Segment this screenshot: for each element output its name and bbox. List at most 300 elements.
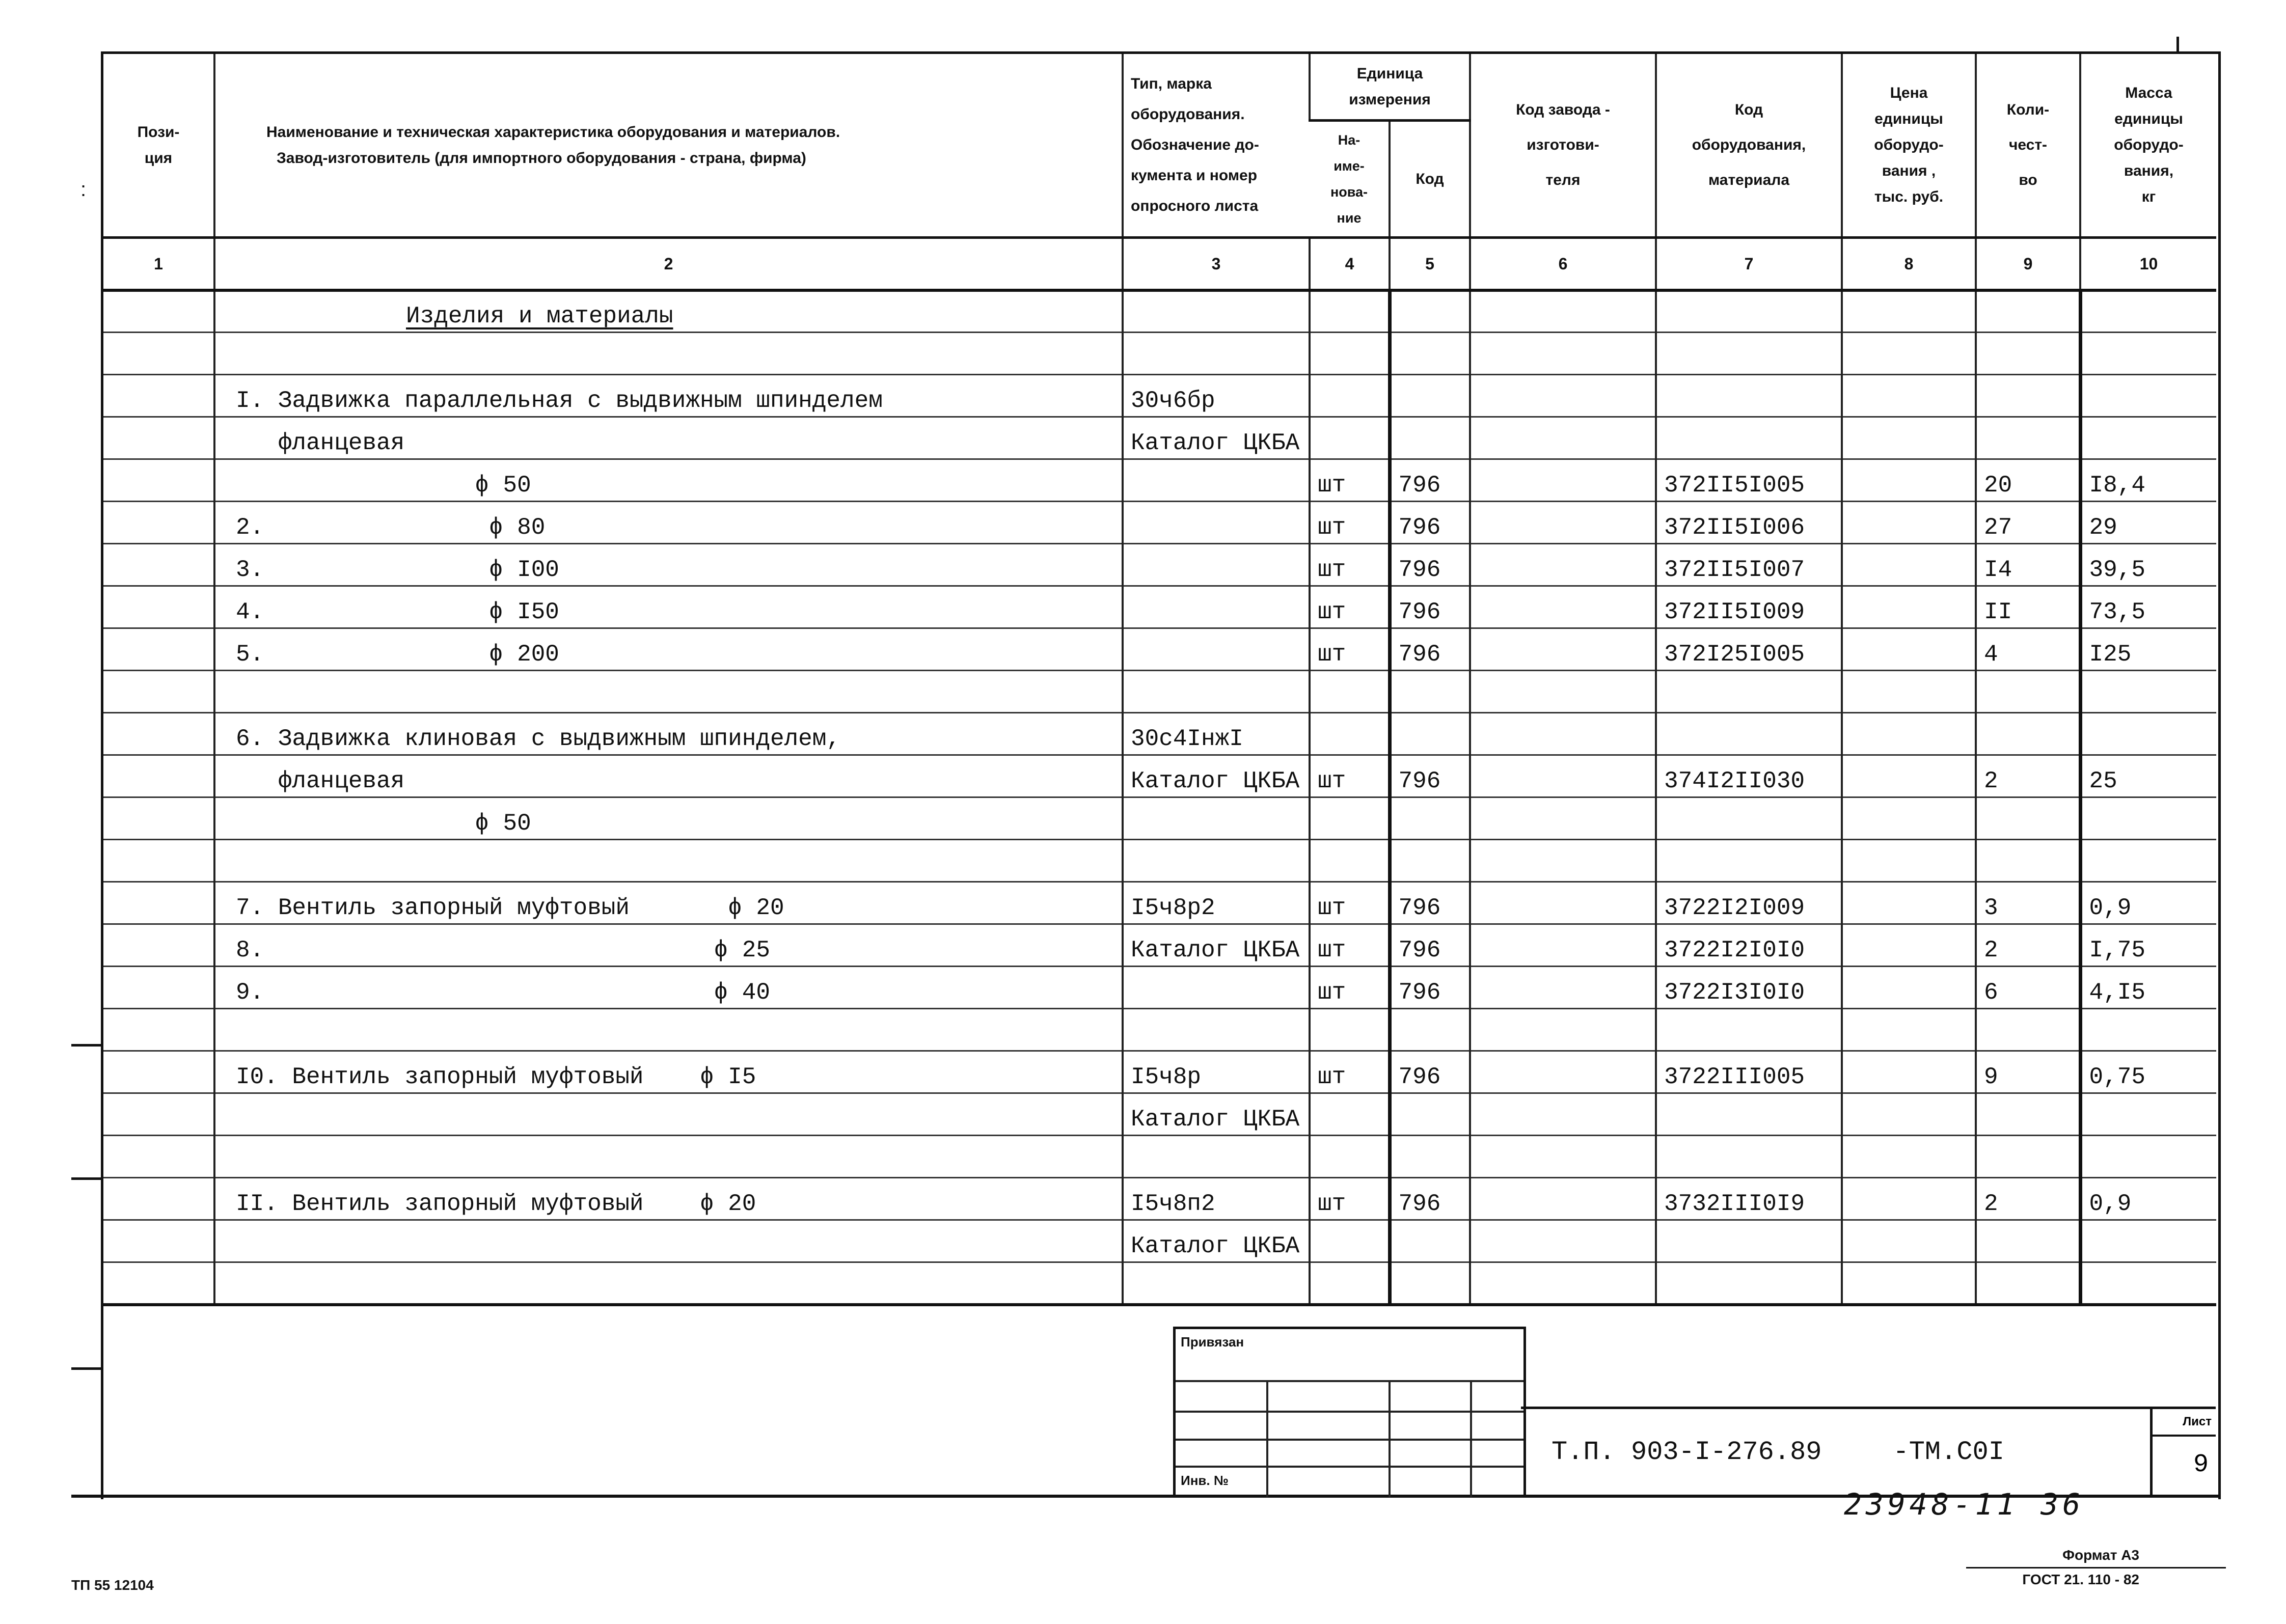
column-number: 5 (1390, 237, 1470, 290)
cell-factory-code (1470, 967, 1656, 1009)
cell-unit-name: шт (1310, 502, 1390, 544)
cell-name: 4. ɸ I50 (214, 586, 1123, 628)
cell-type: I5ч8р (1123, 1051, 1310, 1093)
cell-position (103, 797, 214, 840)
cell-type (1123, 628, 1310, 671)
cell-type: Каталог ЦКБА (1123, 755, 1310, 797)
cell-factory-code (1470, 375, 1656, 417)
cell-quantity: 20 (1976, 459, 2080, 502)
cell-mass (2080, 333, 2216, 375)
cell-factory-code (1470, 1220, 1656, 1262)
approval-stamp (1173, 1327, 1526, 1497)
cell-name: I0. Вентиль запорный муфтовый ɸ I5 (214, 1051, 1123, 1093)
cell-factory-code (1470, 755, 1656, 797)
cell-unit-name (1310, 375, 1390, 417)
cell-factory-code (1470, 1009, 1656, 1051)
cell-mass: 25 (2080, 755, 2216, 797)
column-number: 9 (1976, 237, 2080, 290)
cell-type (1123, 840, 1310, 882)
handwritten-number: 23948-11 36 (1844, 1487, 2085, 1522)
cell-price (1842, 1178, 1976, 1220)
cell-unit-name: шт (1310, 628, 1390, 671)
cell-position (103, 924, 214, 967)
cell-type: Каталог ЦКБА (1123, 924, 1310, 967)
header-price: Цена единицы оборудо- вания , тыс. руб. (1842, 54, 1976, 237)
cell-unit-code (1390, 417, 1470, 459)
cell-factory-code (1470, 840, 1656, 882)
cell-name (214, 840, 1123, 882)
table-row (103, 1262, 2216, 1305)
cell-price (1842, 333, 1976, 375)
cell-equipment-code: 372II5I005 (1656, 459, 1842, 502)
cell-position (103, 1262, 214, 1305)
cell-type (1123, 1262, 1310, 1305)
cell-price (1842, 882, 1976, 924)
column-number: 2 (214, 237, 1123, 290)
header-unit-name: На- име- нова- ние (1310, 120, 1390, 237)
cell-quantity (1976, 713, 2080, 755)
cell-position (103, 417, 214, 459)
cell-quantity (1976, 671, 2080, 713)
sheet-label: Лист (2153, 1409, 2216, 1437)
cell-mass (2080, 713, 2216, 755)
cell-quantity: 9 (1976, 1051, 2080, 1093)
cell-unit-code: 796 (1390, 544, 1470, 586)
table-row (103, 544, 2216, 586)
margin-tick (71, 1044, 102, 1047)
cell-price (1842, 713, 1976, 755)
cell-unit-code (1390, 713, 1470, 755)
cell-unit-code: 796 (1390, 882, 1470, 924)
cell-type (1123, 797, 1310, 840)
cell-unit-name (1310, 1136, 1390, 1178)
cell-position (103, 1009, 214, 1051)
column-numbers (103, 237, 2216, 290)
cell-unit-name (1310, 417, 1390, 459)
cell-price (1842, 586, 1976, 628)
document-number: Т.П. 903-I-276.89 (1552, 1437, 1822, 1467)
cell-quantity (1976, 333, 2080, 375)
cell-position (103, 333, 214, 375)
cell-unit-name (1310, 1262, 1390, 1305)
cell-factory-code (1470, 586, 1656, 628)
cell-factory-code (1470, 882, 1656, 924)
cell-unit-code (1390, 1009, 1470, 1051)
table-row (103, 713, 2216, 755)
cell-equipment-code: 372II5I007 (1656, 544, 1842, 586)
cell-price (1842, 1093, 1976, 1136)
cell-unit-name: шт (1310, 544, 1390, 586)
cell-factory-code (1470, 1093, 1656, 1136)
cell-factory-code (1470, 1051, 1656, 1093)
cell-quantity: 3 (1976, 882, 2080, 924)
cell-equipment-code: 374I2II030 (1656, 755, 1842, 797)
cell-unit-code: 796 (1390, 755, 1470, 797)
cell-mass: 0,9 (2080, 1178, 2216, 1220)
cell-price (1842, 755, 1976, 797)
cell-price (1842, 797, 1976, 840)
cell-unit-code: 796 (1390, 586, 1470, 628)
specification-table (103, 54, 2216, 1306)
cell-type (1123, 671, 1310, 713)
cell-position (103, 586, 214, 628)
cell-price (1842, 1136, 1976, 1178)
format-label: Формат А3 (2062, 1547, 2139, 1563)
cell-factory-code (1470, 502, 1656, 544)
cell-type (1123, 333, 1310, 375)
table-row (103, 671, 2216, 713)
cell-equipment-code (1656, 1093, 1842, 1136)
cell-position (103, 375, 214, 417)
cell-position (103, 1051, 214, 1093)
cell-type: Каталог ЦКБА (1123, 1093, 1310, 1136)
cell-factory-code (1470, 1136, 1656, 1178)
cell-price (1842, 502, 1976, 544)
column-number: 10 (2080, 237, 2216, 290)
table-row (103, 417, 2216, 459)
cell-price (1842, 628, 1976, 671)
cell-name (214, 671, 1123, 713)
cell-unit-name (1310, 333, 1390, 375)
cell-unit-code: 796 (1390, 1051, 1470, 1093)
column-number: 3 (1123, 237, 1310, 290)
cell-quantity (1976, 417, 2080, 459)
cell-equipment-code (1656, 1262, 1842, 1305)
title-block (1521, 1407, 2216, 1497)
cell-name: 8. ɸ 25 (214, 924, 1123, 967)
document-suffix: -ТМ.С0I (1893, 1437, 2004, 1467)
header-unit-group: Единица измерения (1310, 54, 1470, 120)
cell-name: 9. ɸ 40 (214, 967, 1123, 1009)
cell-unit-name: шт (1310, 755, 1390, 797)
cell-price (1842, 1220, 1976, 1262)
cell-quantity (1976, 375, 2080, 417)
table-row (103, 333, 2216, 375)
cell-name: 6. Задвижка клиновая с выдвижным шпинделем, (214, 713, 1123, 755)
table-row (103, 1136, 2216, 1178)
table-body (103, 290, 2216, 1305)
cell-type: 30с4IнжI (1123, 713, 1310, 755)
cell-name (214, 1220, 1123, 1262)
stamp-divider (1266, 1380, 1268, 1497)
cell-factory-code (1470, 713, 1656, 755)
cell-equipment-code: 3722I2I009 (1656, 882, 1842, 924)
cell-quantity: II (1976, 586, 2080, 628)
cell-unit-code (1390, 1262, 1470, 1305)
cell-unit-code (1390, 1093, 1470, 1136)
cell-name: фланцевая (214, 417, 1123, 459)
cell-type: Каталог ЦКБА (1123, 1220, 1310, 1262)
table-row (103, 1178, 2216, 1220)
cell-name: 5. ɸ 200 (214, 628, 1123, 671)
cell-position (103, 967, 214, 1009)
cell-mass: 0,9 (2080, 882, 2216, 924)
table-row (103, 1051, 2216, 1093)
section-title-row (103, 290, 2216, 333)
column-number: 1 (103, 237, 214, 290)
cell-type (1123, 502, 1310, 544)
footer-left-code: ТП 55 12104 (71, 1577, 154, 1593)
cell-name: II. Вентиль запорный муфтовый ɸ 20 (214, 1178, 1123, 1220)
cell-unit-code (1390, 797, 1470, 840)
cell-price (1842, 1262, 1976, 1305)
cell-unit-code (1390, 840, 1470, 882)
cell-mass: 0,75 (2080, 1051, 2216, 1093)
cell-mass (2080, 375, 2216, 417)
cell-equipment-code (1656, 840, 1842, 882)
margin-tick (71, 1177, 102, 1180)
cell-unit-name: шт (1310, 967, 1390, 1009)
section-title: Изделия и материалы (406, 303, 673, 329)
header-name-line2: Завод-изготовитель (для импортного оборудования - страна, фирма) (277, 149, 806, 167)
cell-price (1842, 924, 1976, 967)
cell-quantity (1976, 1136, 2080, 1178)
header-name-line1: Наименование и техническая характеристика оборудования и материалов. (266, 123, 840, 141)
header-quantity: Коли- чест- во (1976, 54, 2080, 237)
cell-factory-code (1470, 797, 1656, 840)
cell-name: фланцевая (214, 755, 1123, 797)
cell-price (1842, 375, 1976, 417)
cell-equipment-code (1656, 671, 1842, 713)
header-mass: Масса единицы оборудо- вания, кг (2080, 54, 2216, 237)
cell-mass (2080, 1093, 2216, 1136)
cell-mass (2080, 671, 2216, 713)
cell-quantity (1976, 1262, 2080, 1305)
cell-position (103, 544, 214, 586)
cell-type (1123, 459, 1310, 502)
cell-equipment-code: 372II5I006 (1656, 502, 1842, 544)
cell-quantity (1976, 1009, 2080, 1051)
cell-quantity: 2 (1976, 755, 2080, 797)
cell-position (103, 628, 214, 671)
cell-name: 3. ɸ I00 (214, 544, 1123, 586)
cell-equipment-code: 372II5I009 (1656, 586, 1842, 628)
cell-unit-code (1390, 671, 1470, 713)
cell-equipment-code (1656, 1220, 1842, 1262)
cell-equipment-code: 3722I3I0I0 (1656, 967, 1842, 1009)
cell-quantity (1976, 1220, 2080, 1262)
table-row (103, 1009, 2216, 1051)
sheet-number: 9 (2193, 1450, 2209, 1479)
cell-type (1123, 1009, 1310, 1051)
cell-type (1123, 586, 1310, 628)
cell-unit-name (1310, 1009, 1390, 1051)
table-row (103, 797, 2216, 840)
cell-price (1842, 544, 1976, 586)
cell-price (1842, 671, 1976, 713)
cell-quantity: 2 (1976, 1178, 2080, 1220)
cell-mass: I,75 (2080, 924, 2216, 967)
cell-unit-name: шт (1310, 586, 1390, 628)
cell-equipment-code (1656, 1136, 1842, 1178)
stamp-inventory-label: Инв. № (1181, 1473, 1229, 1488)
stamp-divider (1389, 1380, 1391, 1497)
cell-equipment-code: 3732III0I9 (1656, 1178, 1842, 1220)
cell-position (103, 502, 214, 544)
header-unit-code: Код (1390, 120, 1470, 237)
cell-factory-code (1470, 628, 1656, 671)
cell-unit-name: шт (1310, 1178, 1390, 1220)
cell-position (103, 1093, 214, 1136)
cell-unit-name: шт (1310, 1051, 1390, 1093)
header-type: Тип, марка оборудования. Обозначение до- кумента и номер опросного листа (1123, 54, 1310, 237)
corner-tick (2176, 37, 2179, 53)
stamp-divider (1470, 1380, 1472, 1497)
cell-mass (2080, 417, 2216, 459)
cell-position (103, 1220, 214, 1262)
cell-unit-name (1310, 671, 1390, 713)
column-number: 4 (1310, 237, 1390, 290)
cell-mass: I25 (2080, 628, 2216, 671)
cell-unit-code (1390, 333, 1470, 375)
cell-equipment-code: 3722I2I0I0 (1656, 924, 1842, 967)
cell-quantity: 6 (1976, 967, 2080, 1009)
cell-price (1842, 417, 1976, 459)
cell-mass: 4,I5 (2080, 967, 2216, 1009)
cell-type (1123, 967, 1310, 1009)
cell-mass (2080, 840, 2216, 882)
cell-mass: 29 (2080, 502, 2216, 544)
cell-price (1842, 840, 1976, 882)
cell-type: I5ч8п2 (1123, 1178, 1310, 1220)
gost-label: ГОСТ 21. 110 - 82 (2022, 1571, 2139, 1587)
table-row (103, 967, 2216, 1009)
cell-unit-code (1390, 1136, 1470, 1178)
cell-price (1842, 459, 1976, 502)
cell-unit-code: 796 (1390, 459, 1470, 502)
cell-unit-name (1310, 840, 1390, 882)
table-row (103, 459, 2216, 502)
cell-equipment-code (1656, 797, 1842, 840)
cell-position (103, 671, 214, 713)
cell-unit-code: 796 (1390, 967, 1470, 1009)
cell-type: I5ч8р2 (1123, 882, 1310, 924)
cell-unit-name: шт (1310, 882, 1390, 924)
table-row (103, 502, 2216, 544)
cell-mass: 73,5 (2080, 586, 2216, 628)
cell-equipment-code (1656, 375, 1842, 417)
cell-position (103, 713, 214, 755)
cell-factory-code (1470, 924, 1656, 967)
cell-type (1123, 1136, 1310, 1178)
cell-unit-code: 796 (1390, 924, 1470, 967)
table-row (103, 924, 2216, 967)
cell-name (214, 1262, 1123, 1305)
cell-unit-name (1310, 797, 1390, 840)
table-row (103, 375, 2216, 417)
column-number: 7 (1656, 237, 1842, 290)
table-header (103, 54, 2216, 290)
header-factory-code: Код завода - изготови- теля (1470, 54, 1656, 237)
cell-factory-code (1470, 1262, 1656, 1305)
table-row (103, 840, 2216, 882)
column-number: 6 (1470, 237, 1656, 290)
cell-quantity (1976, 797, 2080, 840)
cell-equipment-code: 3722III005 (1656, 1051, 1842, 1093)
cell-quantity (1976, 1093, 2080, 1136)
cell-unit-code: 796 (1390, 502, 1470, 544)
table-row (103, 755, 2216, 797)
stamp-linked-label: Привязан (1181, 1334, 1244, 1350)
table-row (103, 882, 2216, 924)
cell-unit-name (1310, 1220, 1390, 1262)
cell-factory-code (1470, 459, 1656, 502)
table-row (103, 1093, 2216, 1136)
cell-unit-name: шт (1310, 924, 1390, 967)
cell-mass (2080, 1262, 2216, 1305)
header-name (214, 54, 1123, 237)
cell-factory-code (1470, 333, 1656, 375)
cell-name (214, 1136, 1123, 1178)
cell-name: 7. Вентиль запорный муфтовый ɸ 20 (214, 882, 1123, 924)
cell-equipment-code: 372I25I005 (1656, 628, 1842, 671)
cell-unit-name (1310, 713, 1390, 755)
cell-mass: I8,4 (2080, 459, 2216, 502)
cell-name: 2. ɸ 80 (214, 502, 1123, 544)
cell-factory-code (1470, 1178, 1656, 1220)
cell-mass (2080, 797, 2216, 840)
cell-mass (2080, 1220, 2216, 1262)
cell-position (103, 459, 214, 502)
cell-name: I. Задвижка параллельная с выдвижным шпинделем (214, 375, 1123, 417)
cell-factory-code (1470, 544, 1656, 586)
cell-unit-code: 796 (1390, 1178, 1470, 1220)
cell-name: ɸ 50 (214, 797, 1123, 840)
cell-equipment-code (1656, 333, 1842, 375)
cell-price (1842, 1009, 1976, 1051)
cell-type: 30ч6бр (1123, 375, 1310, 417)
cell-position (103, 1178, 214, 1220)
cell-name (214, 333, 1123, 375)
cell-type: Каталог ЦКБА (1123, 417, 1310, 459)
cell-factory-code (1470, 671, 1656, 713)
margin-tick (71, 1367, 102, 1370)
cell-unit-code (1390, 1220, 1470, 1262)
table-row (103, 586, 2216, 628)
cell-factory-code (1470, 417, 1656, 459)
cell-price (1842, 1051, 1976, 1093)
cell-unit-name (1310, 1093, 1390, 1136)
cell-mass (2080, 1009, 2216, 1051)
column-number: 8 (1842, 237, 1976, 290)
table-row (103, 628, 2216, 671)
margin-mark: : (80, 178, 87, 201)
cell-quantity: 4 (1976, 628, 2080, 671)
cell-unit-code: 796 (1390, 628, 1470, 671)
cell-position (103, 840, 214, 882)
cell-name (214, 1093, 1123, 1136)
cell-name (214, 1009, 1123, 1051)
cell-position (103, 882, 214, 924)
cell-type (1123, 544, 1310, 586)
cell-unit-name: шт (1310, 459, 1390, 502)
cell-mass (2080, 1136, 2216, 1178)
cell-quantity: I4 (1976, 544, 2080, 586)
header-equipment-code: Код оборудования, материала (1656, 54, 1842, 237)
cell-equipment-code (1656, 417, 1842, 459)
cell-quantity: 27 (1976, 502, 2080, 544)
cell-position (103, 1136, 214, 1178)
cell-equipment-code (1656, 713, 1842, 755)
cell-quantity: 2 (1976, 924, 2080, 967)
footer-line (1966, 1567, 2226, 1568)
cell-price (1842, 967, 1976, 1009)
header-position: Пози- ция (103, 54, 214, 237)
cell-quantity (1976, 840, 2080, 882)
cell-mass: 39,5 (2080, 544, 2216, 586)
cell-name: ɸ 50 (214, 459, 1123, 502)
sheet-box (2150, 1409, 2216, 1495)
